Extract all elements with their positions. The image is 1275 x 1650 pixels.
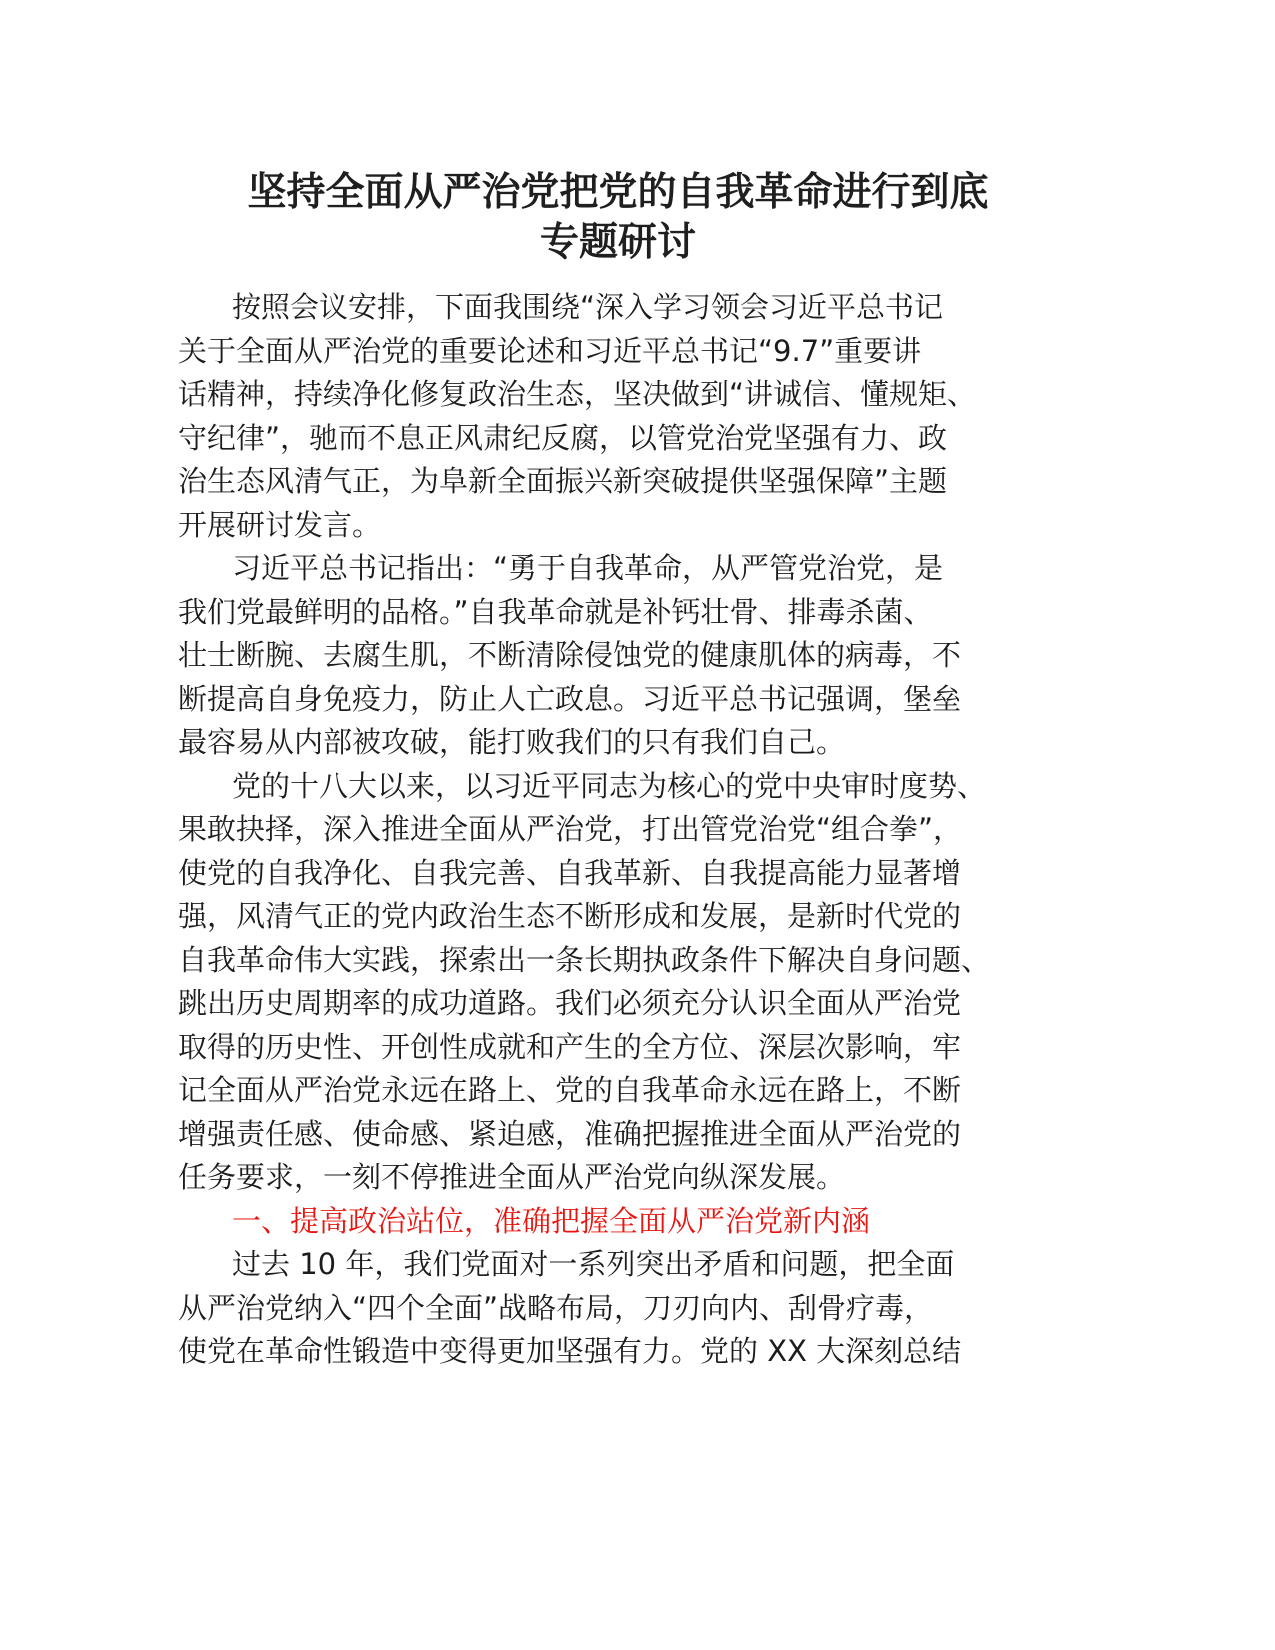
- document-page: [178, 168, 1058, 1374]
- text-line: 跳出历史周期率的成功道路。我们必须充分认识全面从严治党: [178, 986, 962, 1020]
- document-title: [178, 168, 1058, 268]
- text-line: 话精神，持续净化修复政治生态，坚决做到“讲诚信、懂规矩、: [178, 377, 977, 411]
- text-line: 守纪律”，驰而不息正风肃纪反腐，以管党治党坚强有力、政: [178, 420, 948, 455]
- paragraph-intro: [178, 286, 1058, 547]
- text-line: 从严治党纳入“四个全面”战略布局，刀刃向内、刮骨疗毒，: [178, 1290, 934, 1325]
- text-line: 关于全面从严治党的重要论述和习近平总书记“9.7”重要讲: [178, 333, 922, 368]
- text-line: 记全面从严治党永远在路上、党的自我革命永远在路上，不断: [178, 1073, 962, 1107]
- text-line: 增强责任感、使命感、紧迫感，准确把握推进全面从严治党的: [178, 1116, 962, 1151]
- paragraph-past-decade: [178, 1243, 1058, 1374]
- text-line: 最容易从内部被攻破，能打败我们的只有我们自己。: [178, 725, 846, 759]
- text-line: 习近平总书记指出：“勇于自我革命，从严管党治党，是: [232, 551, 944, 585]
- text-line: 过去 10 年，我们党面对一系列突出矛盾和问题，把全面: [232, 1247, 955, 1281]
- text-line: 党的十八大以来，以习近平同志为核心的党中央审时度势、: [232, 768, 987, 803]
- text-line: 任务要求，一刻不停推进全面从严治党向纵深发展。: [178, 1160, 846, 1194]
- section-heading-text: 一、提高政治站位，准确把握全面从严治党新内涵: [232, 1203, 871, 1238]
- text-line: 自我革命伟大实践，探索出一条长期执政条件下解决自身问题、: [178, 942, 991, 977]
- paragraph-quote: [178, 547, 1058, 765]
- text-line: 果敢抉择，深入推进全面从严治党，打出管党治党“组合拳”，: [178, 812, 963, 846]
- document-body: [178, 286, 1058, 1374]
- text-line: 治生态风清气正，为阜新全面振兴新突破提供坚强保障”主题: [178, 464, 948, 498]
- text-line: 取得的历史性、开创性成就和产生的全方位、深层次影响，牢: [178, 1029, 962, 1064]
- text-line: 强，风清气正的党内政治生态不断形成和发展，是新时代党的: [178, 899, 962, 933]
- title-line-2: 专题研讨: [539, 220, 696, 265]
- text-line: 我们党最鲜明的品格。”自我革命就是补钙壮骨、排毒杀菌、: [178, 594, 933, 629]
- section-heading: [178, 1200, 1058, 1244]
- title-line-1: 坚持全面从严治党把党的自我革命进行到底: [247, 170, 989, 215]
- text-line: 使党在革命性锻造中变得更加坚强有力。党的 XX 大深刻总结: [178, 1334, 962, 1368]
- text-line: 按照会议安排，下面我围绕“深入学习领会习近平总书记: [232, 290, 944, 324]
- paragraph-since-18th: [178, 765, 1058, 1200]
- text-line: 开展研讨发言。: [178, 507, 382, 542]
- text-line: 使党的自我净化、自我完善、自我革新、自我提高能力显著增: [178, 855, 962, 890]
- text-line: 壮士断腕、去腐生肌，不断清除侵蚀党的健康肌体的病毒，不: [178, 638, 962, 672]
- text-line: 断提高自身免疫力，防止人亡政息。习近平总书记强调，堡垒: [178, 681, 962, 716]
